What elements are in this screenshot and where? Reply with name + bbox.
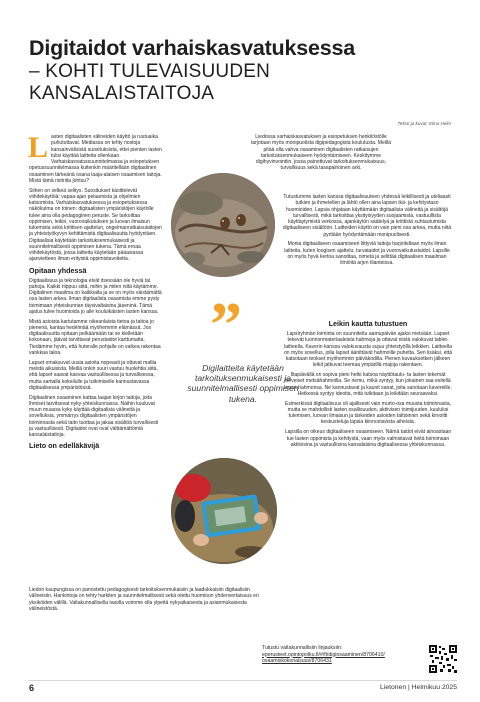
footer-divider [29, 680, 457, 681]
photo-tablet-outdoors [171, 458, 277, 564]
column-left-bottom [29, 587, 261, 616]
link-url-line-1[interactable]: eperusteet.opintopolku.fi/#/fi/digiosaaminen/8706410/ [262, 651, 385, 658]
column-left [28, 131, 162, 453]
page-number: 6 [29, 683, 35, 693]
photo-nature-figures [171, 173, 275, 277]
pull-quote: Digilaitteita käytetään tarkoituksenmukaisesti ja suunnitelmallisesti oppimisen tukena. [187, 363, 299, 404]
body-paragraph: Iltapäivällä on sopiva pieni hetki katsoa näyttötaulu- ta lasten tekemät terveiset metsähahmoilla. Se riemu, mikä syntyy, kun jokainen saa esitellä oman hahmonsa. Ne kannustavat ja kaunit sanat, joita sanotaan kavereille. Hetkessä syntyy ideoita, mitä tutkitaan ja leikitään seuraavaksi. [284, 372, 452, 397]
body-paragraph: Lapsilla on oikeus digitaaliseen osaamiseen. Nämä taidot eivät ainoastaan tue lasten oppimista ja kehitystä, vaan myös valmistavat heitä toimimaan aktiivisina ja vastuullisina kansalaisina digitaalisessa yhteiskunnassa. [284, 429, 452, 448]
body-paragraph: Mistä asioista kartutamme oikeanlaista tietoa ja taitoa jo pienenä, kantaa hedelmää myöhemmin elämässä. Jos digitaalisuutta opitaan pelkäämään tai se kielletään kokonaan, jäävät tarvittavat perustaidot karttumatta. Tiedämme hyvin, että huteralle pohjalle on vaikea rakentaa vankkaa taloa. [29, 318, 161, 356]
body-paragraph: Liedon kaupungissa on panostettu pedagogisesti tarkoituksenmukaisiin ja laadukkaisiin digitaalisiin välineisiin. Hankintoja on tehty harkiten ja suunnitelmallisesti sekä otettu huomioon yhdenvertaisuus eri yksiköiden välillä. Valtakunnallisella tasolla voimme olla ylpeitä nykyaikaisesta ja asianmukaisesta välineistöstä. [29, 587, 259, 612]
body-paragraph: Digitaalinen osaaminen kattaa laajan kirjon taitoja, joita ihmiset tarvitsevat nyky-yhteiskunnassa. Näihin kuuluvat muun muassa kyky käyttää digitaalisia välineitä ja sovelluksia, ymmärrys digitaalisten ympäristöjen toiminnasta sekä taito tuottaa ja jakaa sisältöä turvallisesti ja vastuullisesti. Digitaidot ovat ovat välttämättömiä kansalaistaitoja. [29, 394, 159, 439]
qr-code-graphic [429, 645, 457, 673]
body-paragraph: Tutustumme lasten kanssa digitaalisuuteen yhdessä leikillisesti ja uteliaasti tutkien ja ihmetellen ja lähtö ollen aina lapsen ikä- ja kehitystaso huomioiden. Lapsia ohjataan käyttämään digitaalisia välineitä ja sisältöjä turvallisesti, mikä tarkoittaa yksityisyyden suojaamista, vastuullista käyttäytymistä verkossa, ajankäytön säätelyä ja kriittistä suhtautumista digitaaliseen sisältöön. Laitteiden käyttö on vain pieni osa arkea, mutta niitä pyritään hyödyntämään monipuolisesti. [282, 194, 452, 238]
body-paragraph: Esimerkissä digitaalisuus oli ajallisesti vain murto-osa muusta toiminnasta, mutta se mahdollisti lasten osallisuuden, aktiivisen toimijuuden, kuuluksi tulemisen, luovan ilmaisun ja tärkeiden asioiden taltioinnin sekä kirvoitti keskusteluja lapsia kiinnostavista aiheista. [284, 400, 452, 426]
column-right-bottom [282, 316, 454, 452]
section-heading: Opitaan yhdessä [29, 265, 87, 275]
link-box [262, 645, 457, 685]
intro-paragraph: Lasten digitaalisten välineiden käyttö ja ruutuaika puhututtavat. Mediassa on tehty nostoja kansainvälisistä suosituksista, ettei pienten lasten tulisi käyttää laitteita ollenkaan. Varhaiskasvatussuunnitelmassa ja esiopetuksen opetussuunnitelmassa kuitenkin määritellään digitaalinen osaaminen tärkeänä osana laaja-alaisen osaamisen taitoja. Mistä tämä ristiriita johtuu? [28, 131, 162, 184]
footer-publication: Lietonen | Helmikuu 2025 [380, 684, 457, 691]
quote-marks-icon: ” [210, 289, 234, 360]
body-paragraph: Monia digitaaliseen osaamiseen liittyviä taitoja harjoitellaan myös ilman laitteita, kuten loogisen ajattelu, turvataidot ja vuorovaikutustaidot. Lapsille on myös hyvä kertoa sanoittaa, nimetä ja selittää digitaalisen maailman ilmiöitä arjen tilanteissa. [284, 241, 450, 267]
body-paragraph: Lapsiryhmän toiminta on suunniteltu aamupäivän ajaksi metsään. Lapset tekevät luonnonmateriaaleista hahmoja ja ottavat niistä valokuvat tablet-laitteella. Kaverin kanssa valokuvausta sujuu yhteistyöllä leikkien. Laitteella on myös sovellus, jolla lapset äänittävät hahmoille puhetta. Sen lisäksi, että katsotaan teokset myöhemmin päiväkodilla. Pienen kuvauksetken jälkeen leikit jatkuvat teemaa ympärillä majoja rakentaen. [283, 331, 453, 369]
nature-figures-illustration [171, 173, 275, 277]
body-paragraph: Lapset omaksuvat uusia asioita nopeasti ja ottavat mallia meistä aikuisista. Meillä onkin suuri vastuu huolehtia siitä, että lapset saavat kasvaa vastuullisessa ja turvallisessa, mutta samalla kokeilulle ja tutkimiselle kannustavassa digitaalisessa ympäristössä. [29, 359, 158, 391]
column-right-middle [282, 194, 452, 270]
section-heading: Leikin kautta tutustuen [328, 319, 408, 328]
body-paragraph: Digitaalisuus ja teknologia eivät itsessään ole hyviä tai pahoja. Kaikki riippuu siitä, mihin ja miten niitä käytämme. Digitalinen maailma on kaikkialla ja se on myös väistämättä osa lasten arkea. Ilman digitaalista osaamista emme pysty toimimaan yhteiskunnan täysivaltaisina jäseninä. Tämä ajatus tulee huomioida jo alle kouluikäisten lasten kanssa. [29, 277, 162, 315]
drop-cap: L [28, 131, 49, 164]
article-title: Digitaidot varhaiskasvatuksessa [29, 36, 356, 60]
link-url-line-2[interactable]: osaamiskokonaisuus/8706431 [262, 658, 332, 664]
section-heading: Lieto on edelläkävijä [29, 441, 100, 451]
column-right-top [246, 134, 396, 175]
tablet-illustration [171, 458, 277, 564]
photo-credit: Teksti ja kuvat: Elina Helin [397, 121, 451, 126]
body-paragraph: Siihen on selkeä selitys. Suositukset käsittelevät viihdekäyttöä: vapaa-ajan pelaamista ja ohjelmien katsomista. Varhaiskasvatuksessa ja esiopetuksessa näkökulma on toinen: digitaalisten ympäristöjen käytölle tulee aina olla pedagoginen peruste. Se tarkoittaa oppimisen, leikin, vuorovaikutuksen ja luovan ilmaisun tukemista sekä kriittisen ajattelun, ongelmanratkaisutaitojen ja yhteistyökyvyn kehittämistä digitaalisuutta hyödyntäen. Digitaalisia käytetään tarkoituksenmukaisesti ja suunnitelmallisesti oppimisen tukena. Tämä eroaa viihdekäytöstä, jossa laitteita käytetään pääasiassa ajanvietteen ilman erityistä oppimistavoitetta. [29, 187, 162, 263]
qr-code-icon[interactable] [429, 645, 457, 673]
link-label: Tutustu valtakunnallisiin linjauksiin: [262, 645, 343, 651]
body-paragraph: Liedossa varhaiskasvatuksen ja esiopetuksen henkilöstölle tarjotaan myös monipuolista digipedagogista koulutusta. Meillä pitää olla vahva osaaminen digitaalisten ratkaisujen tarkoituksenmukaiseen hyödyntämiseen. Keskitymme digihyvinvointiin, jossa painottuvat tarkoituksenmukaisuus, turvallisuus sekä tasapainoinen arki. [251, 134, 391, 172]
article-subtitle: – KOHTI TULEVAISUUDEN KANSALAISTAITOJA [29, 61, 271, 104]
